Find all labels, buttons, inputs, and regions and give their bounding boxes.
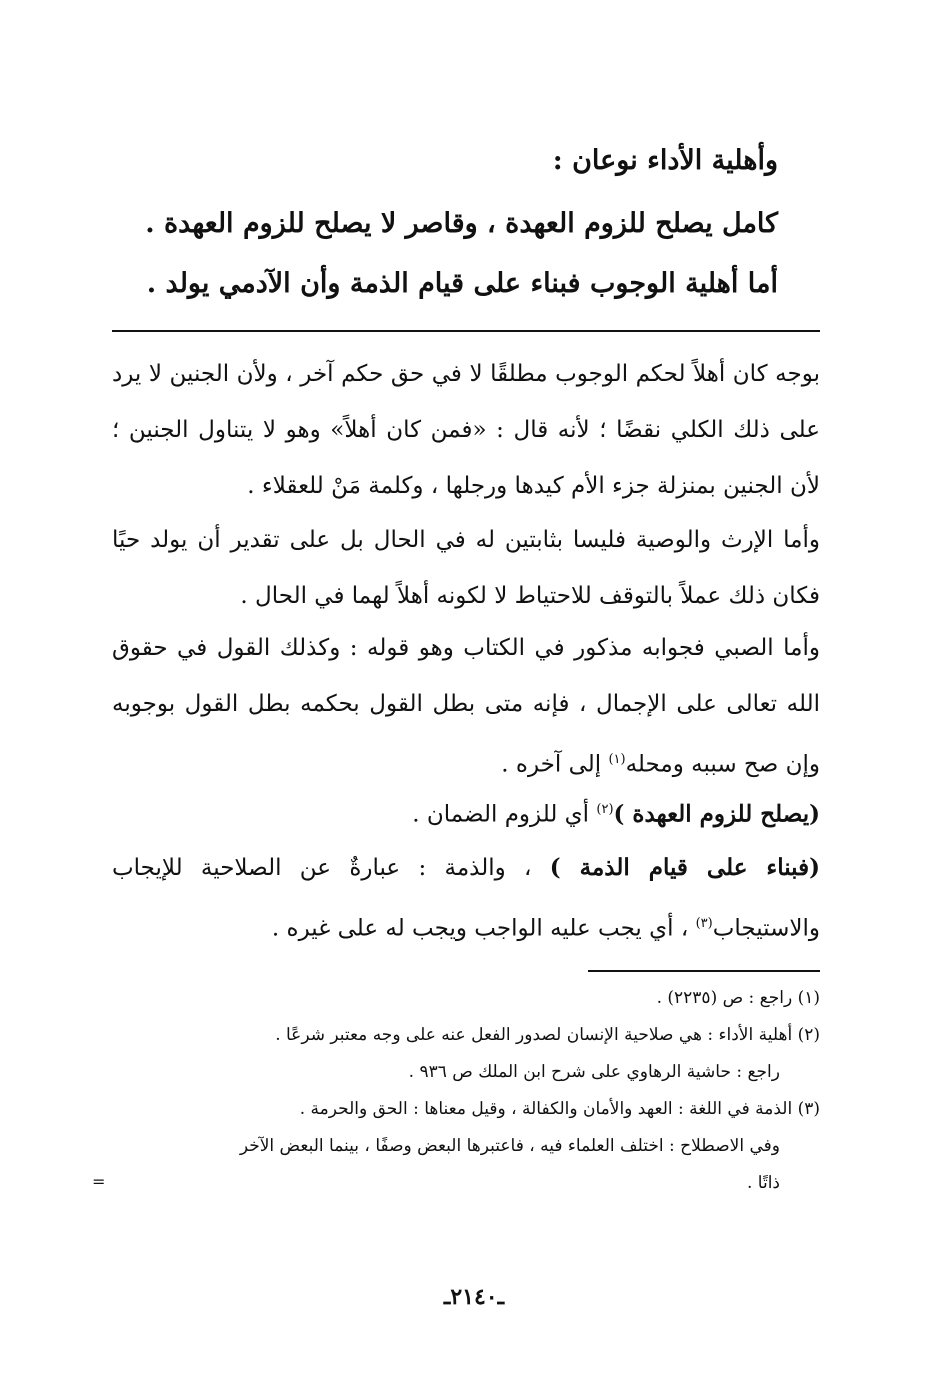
matn-line-3: أما أهلية الوجوب فبناء على قيام الذمة وأن الآدمي يولد . bbox=[146, 268, 778, 299]
commentary-paragraph-5-text: ، والذمة : عبارةٌ عن الصلاحية للإيجاب والاستيجاب bbox=[112, 855, 820, 942]
commentary-paragraph-4 bbox=[112, 782, 820, 843]
commentary-paragraph-3-text: وأما الصبي فجوابه مذكور في الكتاب وهو قوله : وكذلك القول في حقوق الله تعالى على الإجمال ، فإنه متى بطل القول بحكمه بطل القول بوجوبه وإن صح سببه ومحله bbox=[112, 635, 820, 778]
commentary-paragraph-4-text: أي للزوم الضمان . bbox=[412, 801, 597, 828]
commentary-paragraph-3 bbox=[112, 620, 820, 793]
quoted-matn-2: (فبناء على قيام الذمة ) bbox=[549, 854, 820, 881]
commentary-paragraph-5-end: ، أي يجب عليه الواجب ويجب له على غيره . bbox=[271, 915, 696, 942]
matn-divider bbox=[112, 330, 820, 332]
footnote-3-continuation-2: ذاتًا . bbox=[746, 1173, 780, 1193]
page-number: ـ٢١٤٠ـ bbox=[443, 1284, 505, 1310]
quoted-matn-1: (يصلح للزوم العهدة ) bbox=[613, 800, 820, 828]
matn-line-1: وأهلية الأداء نوعان : bbox=[552, 145, 778, 176]
footnote-ref-3: (٣) bbox=[695, 916, 713, 931]
footnote-1: (١) راجع : ص (٢٢٣٥) . bbox=[656, 988, 820, 1008]
footnote-2: (٢) أهلية الأداء : هي صلاحية الإنسان لصدور الفعل عنه على وجه معتبر شرعًا . bbox=[275, 1025, 820, 1045]
continuation-mark: = bbox=[92, 1172, 106, 1191]
matn-line-2: كامل يصلح للزوم العهدة ، وقاصر لا يصلح للزوم العهدة . bbox=[145, 208, 778, 239]
footnote-ref-1: (١) bbox=[608, 752, 626, 767]
commentary-paragraph-2: وأما الإرث والوصية فليسا بثابتين له في الحال بل على تقدير أن يولد حيًا فكان ذلك عملاً بالتوقف للاحتياط لا لكونه أهلاً لهما في الحال . bbox=[112, 527, 820, 609]
footnote-3: (٣) الذمة في اللغة : العهد والأمان والكفالة ، وقيل معناها : الحق والحرمة . bbox=[299, 1099, 820, 1119]
footnote-divider bbox=[588, 970, 820, 972]
footnote-ref-2: (٢) bbox=[596, 802, 614, 817]
commentary-paragraph-3-end: إلى آخره . bbox=[501, 751, 609, 778]
footnote-3-continuation-1: وفي الاصطلاح : اختلف العلماء فيه ، فاعتبرها البعض وصفًا ، بينما البعض الآخر bbox=[239, 1136, 780, 1156]
commentary-paragraph-5 bbox=[112, 840, 820, 957]
commentary-paragraph-1: بوجه كان أهلاً لحكم الوجوب مطلقًا لا في حق حكم آخر ، ولأن الجنين لا يرد على ذلك الكلي نقضًا ؛ لأنه قال : «فمن كان أهلاً» وهو لا يتناول الجنين ؛ لأن الجنين بمنزلة جزء الأم كيدها ورجلها ، وكلمة مَنْ للعقلاء . bbox=[112, 361, 820, 499]
footnote-2-continuation: راجع : حاشية الرهاوي على شرح ابن الملك ص ٩٣٦ . bbox=[408, 1062, 780, 1082]
